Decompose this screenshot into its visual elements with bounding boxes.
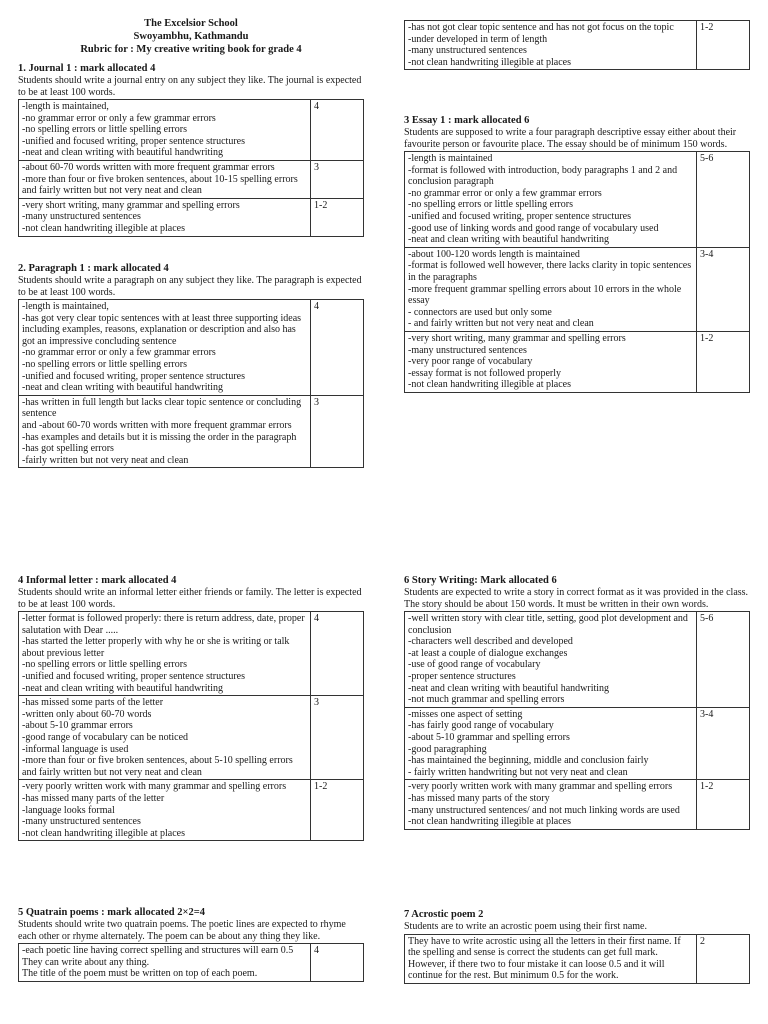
- section-essay: [404, 114, 750, 393]
- mark-cell: 4: [311, 944, 364, 982]
- rubric-row: [405, 247, 750, 331]
- rubric-row: [405, 331, 750, 392]
- section-quatrain-poems: [18, 906, 364, 982]
- rubric-row: [405, 780, 750, 829]
- criteria-line: -has maintained the beginning, middle and conclusion fairly: [408, 755, 649, 767]
- criteria-line: -misses one aspect of setting: [408, 708, 523, 720]
- criteria-line: -has missed some parts of the letter: [22, 697, 164, 709]
- criteria-line: -good use of linking words and good range of vocabulary used: [408, 222, 659, 234]
- criteria-line: -unified and focused writing, proper sentence structures: [22, 135, 245, 147]
- mark-cell: 5-6: [697, 152, 750, 248]
- rubric-row: [405, 707, 750, 780]
- rubric-title: Rubric for : My creative writing book for grade 4: [80, 44, 302, 55]
- mark-cell: 1-2: [697, 780, 750, 829]
- section-intro: Students are supposed to write a four paragraph descriptive essay either about their favourite person or favourite place. The essay should be of minimum 150 words.: [404, 127, 737, 150]
- criteria-line: -not much grammar and spelling errors: [408, 694, 565, 706]
- section-intro: Students are to write an acrostic poem using their first name.: [404, 921, 647, 932]
- criteria-cell: [19, 198, 311, 236]
- mark-cell: 3: [311, 160, 364, 198]
- criteria-line: -good paragraphing: [408, 743, 487, 755]
- criteria-line: -has not got clear topic sentence and has not got focus on the topic: [408, 22, 674, 33]
- criteria-line: -well written story with clear title, setting, good plot development and conclusion: [408, 613, 688, 636]
- criteria-line: -neat and clean writing with beautiful handwriting: [408, 682, 610, 694]
- criteria-line: -no grammar error or only a few grammar errors: [22, 347, 216, 359]
- criteria-line: -neat and clean writing with beautiful handwriting: [408, 234, 610, 246]
- criteria-line: -not clean handwriting illegible at places: [408, 56, 571, 68]
- rubric-table: [18, 611, 364, 841]
- criteria-line: -has missed many parts of the letter: [22, 792, 165, 804]
- criteria-line: -not clean handwriting illegible at places: [408, 379, 571, 391]
- criteria-line: and -about 60-70 words written with more frequent grammar errors: [22, 419, 292, 431]
- criteria-line: -no grammar error or only a few grammar errors: [408, 187, 602, 199]
- section-paragraph: [18, 262, 364, 468]
- criteria-line: -no spelling errors or little spelling errors: [22, 124, 187, 136]
- rubric-row: [19, 100, 364, 161]
- criteria-cell: [405, 331, 697, 392]
- section-intro: Students should write a paragraph on any subject they like. The paragraph is expected to be at least 100 words.: [18, 275, 362, 298]
- criteria-cell: [405, 780, 697, 829]
- mark-cell: 3-4: [697, 707, 750, 780]
- criteria-line: -about 100-120 words length is maintained: [408, 248, 580, 260]
- rubric-row: [405, 21, 750, 70]
- mark-cell: 5-6: [697, 612, 750, 708]
- criteria-line: -not clean handwriting illegible at places: [408, 816, 571, 828]
- rubric-row: [19, 160, 364, 198]
- section-informal-letter: [18, 574, 364, 841]
- rubric-table: [18, 299, 364, 468]
- school-location: Swoyambhu, Kathmandu: [133, 31, 249, 42]
- criteria-line: -not clean handwriting illegible at places: [22, 827, 185, 839]
- rubric-row: [19, 395, 364, 468]
- criteria-cell: [19, 160, 311, 198]
- criteria-cell: [405, 21, 697, 70]
- criteria-line: -use of good range of vocabulary: [408, 659, 541, 671]
- rubric-table: [18, 99, 364, 237]
- criteria-line: -has examples and details but it is missing the order in the paragraph: [22, 431, 297, 443]
- mark-cell: 3: [311, 696, 364, 780]
- rubric-table: [404, 934, 750, 984]
- criteria-line: -has written in full length but lacks clear topic sentence or concluding sentence: [22, 396, 302, 420]
- rubric-table: [18, 943, 364, 982]
- criteria-line: -characters well described and developed: [408, 636, 573, 648]
- section-journal: [18, 62, 364, 237]
- mark-cell: 1-2: [697, 331, 750, 392]
- criteria-line: -length is maintained: [408, 153, 493, 164]
- mark-cell: 1-2: [697, 21, 750, 70]
- criteria-line: -unified and focused writing, proper sentence structures: [408, 210, 631, 222]
- criteria-line: -more frequent grammar spelling errors about 10 errors in the whole essay: [408, 283, 682, 307]
- rubric-row: [405, 152, 750, 248]
- criteria-line: -many unstructured sentences: [408, 344, 527, 356]
- criteria-line: -good range of vocabulary can be noticed: [22, 731, 189, 743]
- section-title: 7 Acrostic poem 2: [404, 909, 484, 920]
- mark-cell: 1-2: [311, 780, 364, 841]
- criteria-line: The title of the poem must be written on top of each poem.: [22, 968, 258, 980]
- criteria-line: -more than four or five broken sentences, about 5-10 spelling errors and fairly written but not very neat and clean: [22, 755, 293, 778]
- section-title: 2. Paragraph 1 : mark allocated 4: [18, 263, 169, 274]
- criteria-line: -no grammar error or only a few grammar errors: [22, 112, 216, 124]
- criteria-line: -has started the letter properly with why he or she is writing or talk about previous letter: [22, 636, 290, 659]
- criteria-cell: [19, 780, 311, 841]
- criteria-line: -essay format is not followed properly: [408, 367, 562, 379]
- criteria-line: -has fairly good range of vocabulary: [408, 720, 554, 732]
- section-title: 6 Story Writing: Mark allocated 6: [404, 575, 557, 586]
- rubric-row: [19, 780, 364, 841]
- rubric-row: [19, 198, 364, 236]
- school-name: The Excelsior School: [144, 18, 238, 29]
- section-intro: Students should write an informal letter either friends or family. The letter is expected to be at least 100 words.: [18, 587, 362, 610]
- criteria-line: -many unstructured sentences: [22, 211, 141, 223]
- criteria-cell: [19, 696, 311, 780]
- rubric-row: [405, 934, 750, 983]
- criteria-cell: [19, 612, 311, 696]
- section-intro: Students are expected to write a story in correct format as it was provided in the class. The story should be about 150 words. It must be written in their own words.: [404, 587, 749, 610]
- criteria-line: -not clean handwriting illegible at places: [22, 222, 185, 234]
- mark-cell: 3-4: [697, 247, 750, 331]
- criteria-line: - fairly written handwriting but not very neat and clean: [408, 766, 628, 778]
- rubric-table: [404, 151, 750, 393]
- criteria-line: They have to write acrostic using all the letters in their first name. If the spelling and sense is correct the students can get full mark. However, if there two to four mistake it can loose 0.5 and it will continue for the rest. But minimum 0.5 for the work.: [408, 935, 681, 982]
- criteria-line: -neat and clean writing with beautiful handwriting: [22, 682, 224, 694]
- criteria-line: -language looks formal: [22, 804, 115, 816]
- criteria-line: -very short writing, many grammar and spelling errors: [22, 199, 240, 211]
- criteria-line: -many unstructured sentences: [408, 45, 527, 57]
- section-acrostic-poem: [404, 908, 750, 984]
- mark-cell: 4: [311, 100, 364, 161]
- criteria-line: -has got spelling errors: [22, 443, 114, 455]
- criteria-cell: [405, 152, 697, 248]
- section-intro: Students should write two quatrain poems. The poetic lines are expected to rhyme each other or rhyme alternately. The poem can be about any thing they like.: [18, 919, 346, 942]
- criteria-cell: [405, 934, 697, 983]
- criteria-line: -under developed in term of length: [408, 33, 548, 45]
- rubric-row: [19, 944, 364, 982]
- document-header: [18, 17, 364, 56]
- criteria-line: -about 5-10 grammar and spelling errors: [408, 731, 570, 743]
- section-story-writing: [404, 574, 750, 830]
- criteria-line: -format is followed well however, there lacks clarity in topic sentences in the paragraphs: [408, 260, 692, 283]
- criteria-line: -very short writing, many grammar and spelling errors: [408, 332, 626, 344]
- section-intro: Students should write a journal entry on any subject they like. The journal is expected to be at least 100 words.: [18, 75, 362, 98]
- criteria-line: -each poetic line having correct spelling and structures will earn 0.5: [22, 945, 294, 956]
- criteria-line: -unified and focused writing, proper sentence structures: [22, 670, 245, 682]
- criteria-cell: [19, 100, 311, 161]
- criteria-line: -very poorly written work with many grammar and spelling errors: [408, 781, 673, 793]
- mark-cell: 4: [311, 612, 364, 696]
- criteria-cell: [19, 300, 311, 396]
- criteria-cell: [405, 612, 697, 708]
- rubric-row: [405, 612, 750, 708]
- criteria-line: -no spelling errors or little spelling errors: [22, 659, 187, 671]
- section-title: 3 Essay 1 : mark allocated 6: [404, 115, 530, 126]
- criteria-line: - and fairly written but not very neat and clean: [408, 318, 594, 330]
- criteria-line: -more than four or five broken sentences, about 10-15 spelling errors and fairly written but not very neat and clean: [22, 173, 298, 197]
- criteria-line: -length is maintained,: [22, 301, 109, 312]
- criteria-cell: [19, 944, 311, 982]
- criteria-line: -length is maintained,: [22, 101, 109, 112]
- criteria-line: -has missed many parts of the story: [408, 792, 550, 804]
- criteria-cell: [405, 247, 697, 331]
- criteria-line: -has got very clear topic sentences with at least three supporting ideas including examples, reasons, explanation or description and also has got an impressive concluding sentence: [22, 312, 302, 347]
- mark-cell: 1-2: [311, 198, 364, 236]
- criteria-line: -many unstructured sentences/ and not much linking words are used: [408, 804, 680, 816]
- criteria-line: -no spelling errors or little spelling errors: [22, 358, 187, 370]
- criteria-line: -no spelling errors or little spelling errors: [408, 199, 573, 211]
- criteria-line: -at least a couple of dialogue exchanges: [408, 647, 568, 659]
- rubric-row: [19, 612, 364, 696]
- section-title: 1. Journal 1 : mark allocated 4: [18, 63, 156, 74]
- criteria-line: -about 5-10 grammar errors: [22, 720, 133, 732]
- criteria-line: -format is followed with introduction, body paragraphs 1 and 2 and conclusion paragraph: [408, 164, 678, 188]
- criteria-line: -proper sentence structures: [408, 670, 516, 682]
- criteria-line: -about 60-70 words written with more frequent grammar errors: [22, 161, 275, 173]
- section-title: 5 Quatrain poems : mark allocated 2×2=4: [18, 907, 205, 918]
- criteria-line: -letter format is followed properly: there is return address, date, proper salutation with Dear .....: [22, 613, 305, 636]
- criteria-line: -informal language is used: [22, 743, 129, 755]
- criteria-line: -unified and focused writing, proper sentence structures: [22, 370, 245, 382]
- mark-cell: 4: [311, 300, 364, 396]
- criteria-line: -very poorly written work with many grammar and spelling errors: [22, 781, 287, 793]
- criteria-line: -fairly written but not very neat and clean: [22, 454, 189, 466]
- criteria-line: -written only about 60-70 words: [22, 708, 152, 720]
- mark-cell: 3: [311, 395, 364, 468]
- rubric-table: [404, 20, 750, 70]
- criteria-cell: [405, 707, 697, 780]
- mark-cell: 2: [697, 934, 750, 983]
- section-title: 4 Informal letter : mark allocated 4: [18, 575, 177, 586]
- rubric-row: [19, 300, 364, 396]
- criteria-cell: [19, 395, 311, 468]
- rubric-row: [19, 696, 364, 780]
- criteria-line: -neat and clean writing with beautiful handwriting: [22, 382, 224, 394]
- criteria-line: - connectors are used but only some: [408, 306, 552, 318]
- section-paragraph-continued: [404, 20, 750, 70]
- criteria-line: -neat and clean writing with beautiful handwriting: [22, 147, 224, 159]
- criteria-line: They can write about any thing.: [22, 956, 150, 968]
- criteria-line: -very poor range of vocabulary: [408, 356, 533, 368]
- rubric-table: [404, 611, 750, 830]
- criteria-line: -many unstructured sentences: [22, 816, 141, 828]
